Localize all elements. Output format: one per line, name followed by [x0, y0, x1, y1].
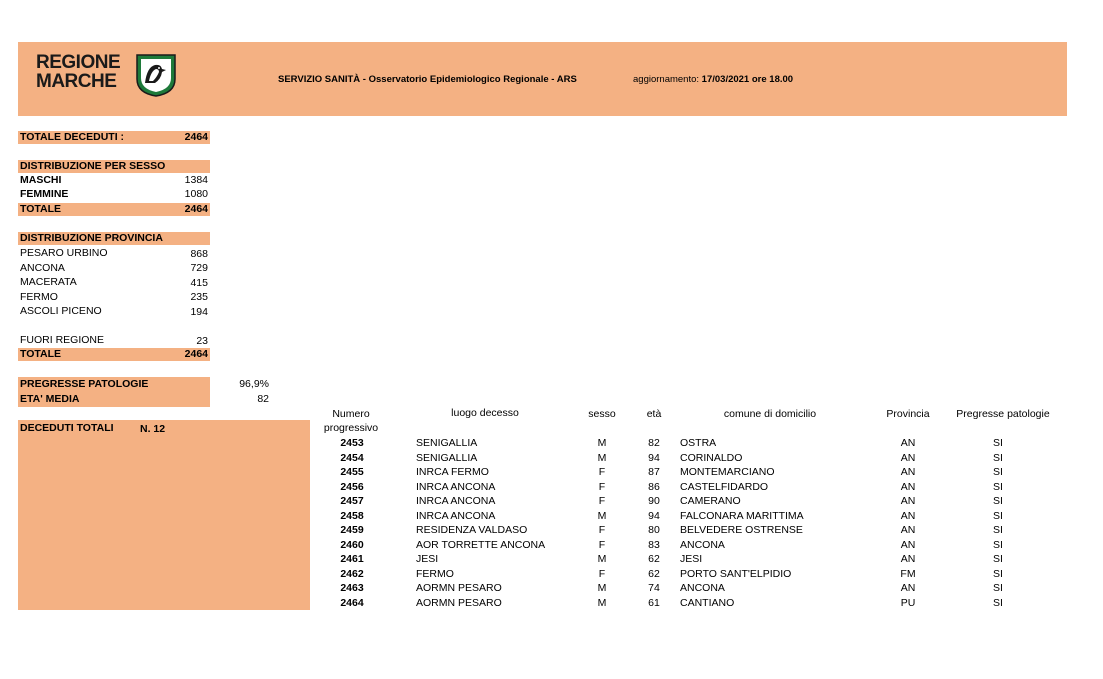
- cell-provincia: AN: [900, 538, 916, 551]
- cell-eta: 94: [648, 509, 660, 522]
- service-title-rest: - Osservatorio Epidemiologico Regionale - ARS: [360, 74, 577, 85]
- sesso-femmine-value: 1080: [184, 188, 208, 200]
- cell-provincia: AN: [900, 451, 916, 464]
- cell-eta: 90: [648, 495, 660, 507]
- update-value: 17/03/2021 ore 18.00: [701, 74, 794, 85]
- deceduti-totali-count: N. 12: [140, 423, 166, 435]
- cell-sesso: M: [597, 553, 607, 565]
- provincia-row-value: 415: [190, 277, 208, 289]
- cell-luogo: INRCA ANCONA: [416, 509, 496, 522]
- regione-marche-logo: [36, 53, 181, 97]
- cell-comune: FALCONARA MARITTIMA: [680, 509, 804, 522]
- table-row: [0, 552, 1103, 567]
- cell-sesso: F: [598, 466, 606, 478]
- provincia-row-label: MACERATA: [20, 276, 77, 288]
- cell-numero: 2456: [340, 480, 364, 493]
- cell-comune: ANCONA: [680, 582, 725, 594]
- sesso-total-value: 2464: [184, 203, 208, 215]
- cell-eta: 80: [648, 524, 660, 536]
- cell-provincia: AN: [900, 495, 916, 507]
- sesso-maschi-value: 1384: [184, 174, 208, 186]
- provincia-row-label: FERMO: [20, 291, 58, 303]
- cell-provincia: FM: [900, 567, 916, 580]
- cell-patologie: SI: [993, 451, 1003, 464]
- cell-luogo: JESI: [416, 553, 439, 565]
- cell-luogo: INRCA ANCONA: [416, 480, 496, 493]
- update-label: aggiornamento:: [633, 74, 702, 85]
- cell-comune: PORTO SANT'ELPIDIO: [680, 567, 792, 580]
- cell-eta: 83: [648, 538, 660, 551]
- cell-numero: 2457: [340, 495, 364, 507]
- patologie-label: PREGRESSE PATOLOGIE: [20, 378, 149, 390]
- table-row: [0, 436, 1103, 451]
- provincia-row-label: PESARO URBINO: [20, 247, 108, 259]
- provincia-row-value: 235: [190, 291, 208, 303]
- cell-sesso: F: [598, 495, 606, 507]
- cell-luogo: INRCA FERMO: [416, 466, 489, 478]
- cell-provincia: AN: [900, 582, 916, 594]
- provincia-row-label: ANCONA: [20, 262, 65, 274]
- cell-eta: 87: [648, 466, 660, 478]
- cell-eta: 62: [648, 567, 660, 580]
- cell-numero: 2453: [340, 437, 364, 449]
- cell-eta: 61: [648, 596, 660, 609]
- cell-luogo: SENIGALLIA: [416, 437, 478, 449]
- cell-patologie: SI: [993, 582, 1003, 594]
- cell-patologie: SI: [993, 437, 1003, 449]
- cell-comune: ANCONA: [680, 538, 725, 551]
- cell-comune: CORINALDO: [680, 451, 743, 464]
- totale-deceduti-label: TOTALE DECEDUTI :: [20, 131, 125, 143]
- cell-patologie: SI: [993, 553, 1003, 565]
- cell-sesso: M: [597, 509, 607, 522]
- regione-marche-shield-icon: [135, 53, 177, 97]
- cell-provincia: PU: [900, 596, 916, 609]
- table-row: [0, 581, 1103, 596]
- cell-luogo: RESIDENZA VALDASO: [416, 524, 528, 536]
- cell-luogo: AORMN PESARO: [416, 596, 502, 609]
- cell-patologie: SI: [993, 509, 1003, 522]
- cell-provincia: AN: [900, 437, 916, 449]
- patologie-value: 96,9%: [239, 378, 269, 390]
- cell-numero: 2462: [340, 567, 364, 580]
- cell-sesso: F: [598, 538, 606, 551]
- table-row: [0, 494, 1103, 509]
- cell-luogo: INRCA ANCONA: [416, 495, 496, 507]
- table-row: [0, 523, 1103, 538]
- sesso-femmine-label: FEMMINE: [20, 188, 69, 200]
- table-row: [0, 567, 1103, 582]
- cell-patologie: SI: [993, 524, 1003, 536]
- cell-numero: 2458: [340, 509, 364, 522]
- cell-patologie: SI: [993, 567, 1003, 580]
- table-row: [0, 465, 1103, 480]
- cell-eta: 82: [648, 437, 660, 449]
- cell-patologie: SI: [993, 480, 1003, 493]
- service-title-bold: SERVIZIO SANITÀ: [278, 74, 361, 85]
- logo-line1: REGIONE: [36, 52, 121, 73]
- deaths-table-body: [0, 436, 1103, 616]
- cell-numero: 2459: [340, 524, 364, 536]
- provincia-row-label: ASCOLI PICENO: [20, 305, 102, 317]
- cell-luogo: SENIGALLIA: [416, 451, 478, 464]
- header-sesso: sesso: [588, 408, 616, 420]
- update-info: [633, 74, 793, 85]
- cell-patologie: SI: [993, 596, 1003, 609]
- cell-comune: BELVEDERE OSTRENSE: [680, 524, 803, 536]
- cell-provincia: AN: [900, 553, 916, 565]
- cell-comune: MONTEMARCIANO: [680, 466, 775, 478]
- cell-numero: 2464: [340, 596, 364, 609]
- cell-comune: JESI: [680, 553, 703, 565]
- provincia-row-value: 729: [190, 262, 208, 274]
- totale-deceduti-value: 2464: [184, 131, 208, 143]
- provincia-title: DISTRIBUZIONE PROVINCIA: [20, 232, 163, 244]
- cell-comune: CANTIANO: [680, 596, 735, 609]
- cell-numero: 2463: [340, 582, 364, 594]
- sesso-title: DISTRIBUZIONE PER SESSO: [20, 160, 166, 172]
- fuori-regione-label: FUORI REGIONE: [20, 334, 105, 346]
- provincia-row-value: 868: [190, 248, 208, 260]
- table-row: [0, 451, 1103, 466]
- sesso-maschi-label: MASCHI: [20, 174, 62, 186]
- cell-luogo: AORMN PESARO: [416, 582, 502, 594]
- header-eta: età: [646, 408, 662, 420]
- provincia-row-value: 194: [190, 306, 208, 318]
- cell-luogo: AOR TORRETTE ANCONA: [416, 538, 546, 551]
- table-row: [0, 480, 1103, 495]
- table-row: [0, 509, 1103, 524]
- cell-sesso: M: [597, 437, 607, 449]
- header-numero: Numero progressivo: [323, 408, 379, 434]
- cell-comune: CAMERANO: [680, 495, 741, 507]
- eta-media-label: ETA' MEDIA: [20, 393, 80, 405]
- cell-eta: 86: [648, 480, 660, 493]
- service-title: [278, 74, 577, 85]
- cell-numero: 2454: [340, 451, 364, 464]
- header-provincia: Provincia: [886, 408, 930, 420]
- header-comune: comune di domicilio: [723, 408, 817, 420]
- fuori-regione-value: 23: [196, 335, 208, 347]
- cell-eta: 62: [648, 553, 660, 565]
- cell-comune: CASTELFIDARDO: [680, 480, 769, 493]
- cell-comune: OSTRA: [680, 437, 717, 449]
- cell-numero: 2455: [340, 466, 364, 478]
- deceduti-totali-label: DECEDUTI TOTALI: [20, 422, 114, 434]
- sesso-total-label: TOTALE: [20, 203, 62, 215]
- logo-line2: MARCHE: [36, 71, 117, 92]
- provincia-total-value: 2464: [184, 348, 208, 360]
- provincia-total-label: TOTALE: [20, 348, 62, 360]
- cell-sesso: F: [598, 480, 606, 493]
- cell-sesso: M: [597, 582, 607, 594]
- cell-provincia: AN: [900, 466, 916, 478]
- cell-patologie: SI: [993, 466, 1003, 478]
- cell-patologie: SI: [993, 495, 1003, 507]
- header-patologie: Pregresse patologie: [956, 408, 1050, 420]
- cell-sesso: F: [598, 524, 606, 536]
- cell-patologie: SI: [993, 538, 1003, 551]
- cell-sesso: M: [597, 596, 607, 609]
- cell-eta: 94: [648, 451, 660, 464]
- table-row: [0, 596, 1103, 611]
- cell-numero: 2461: [340, 553, 364, 565]
- cell-luogo: FERMO: [416, 567, 454, 580]
- header-luogo: luogo decesso: [451, 407, 519, 419]
- cell-provincia: AN: [900, 509, 916, 522]
- cell-numero: 2460: [340, 538, 364, 551]
- cell-sesso: F: [598, 567, 606, 580]
- cell-eta: 74: [648, 582, 660, 594]
- eta-media-value: 82: [257, 393, 269, 405]
- cell-provincia: AN: [900, 480, 916, 493]
- cell-sesso: M: [597, 451, 607, 464]
- table-row: [0, 538, 1103, 553]
- cell-provincia: AN: [900, 524, 916, 536]
